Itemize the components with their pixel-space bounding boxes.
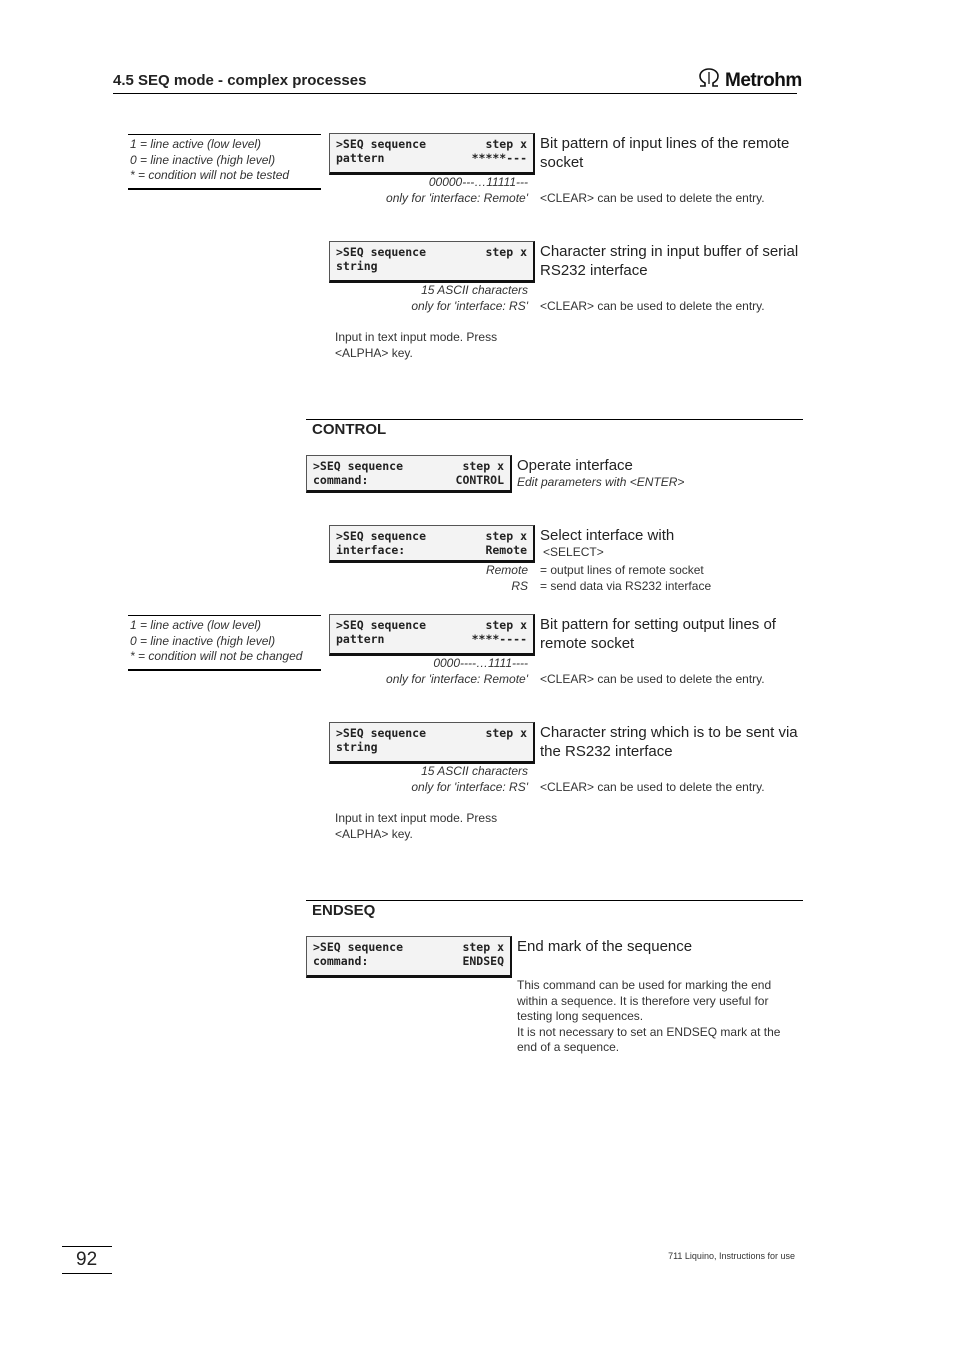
metrohm-logo (697, 68, 802, 93)
hint-line: <ALPHA> key. (335, 826, 413, 841)
note-line: 15 ASCII characters (421, 283, 528, 297)
legend-line: 1 = line active (low level) (130, 137, 262, 151)
description: Character string which is to be sent via the RS232 interface (540, 724, 798, 760)
page-number: 92 (62, 1246, 112, 1274)
lcd-display-output-string (329, 722, 535, 764)
lcd-text: step x (485, 529, 527, 543)
select-hint: <SELECT> (543, 545, 604, 559)
range-note (330, 656, 528, 687)
legend-output-pattern (128, 615, 321, 671)
option-value: = send data via RS232 interface (540, 579, 712, 593)
lcd-display-control (306, 455, 512, 493)
hint-line: Input in text input mode. Press (335, 330, 498, 344)
lcd-text: >SEQ sequence (336, 529, 427, 543)
range-note (330, 764, 528, 795)
lcd-display-input-pattern (329, 133, 535, 175)
lcd-text: >SEQ sequence (336, 137, 427, 151)
range-note (330, 175, 528, 206)
lcd-value: *****--- (471, 151, 527, 165)
legend-input-pattern (128, 134, 321, 190)
clear-hint: <CLEAR> can be used to delete the entry. (540, 299, 765, 313)
lcd-text: step x (485, 726, 527, 740)
lcd-text: interface: (336, 543, 406, 557)
description: Character string in input buffer of serial RS232 interface (540, 243, 799, 279)
range-note (330, 283, 528, 314)
lcd-text: pattern (336, 632, 385, 646)
input-mode-hint (335, 330, 535, 361)
lcd-text: >SEQ sequence (336, 726, 427, 740)
lcd-text: step x (485, 618, 527, 632)
header-rule (113, 93, 797, 94)
hint-line: Input in text input mode. Press (335, 811, 498, 825)
lcd-value: ENDSEQ (462, 954, 504, 968)
edit-hint: Edit parameters with <ENTER> (517, 475, 685, 489)
section-rule (306, 900, 803, 901)
note-line: 0000----…1111---- (433, 656, 528, 670)
lcd-text: string (336, 259, 378, 273)
note-line: only for 'interface: Remote' (386, 190, 528, 205)
lcd-text: pattern (336, 151, 385, 165)
lcd-text: >SEQ sequence (313, 940, 404, 954)
legend-line: 0 = line inactive (high level) (130, 152, 276, 167)
lcd-text: >SEQ sequence (336, 618, 427, 632)
logo-text: Metrohm (725, 69, 802, 91)
lcd-text: step x (462, 940, 504, 954)
lcd-text: step x (485, 245, 527, 259)
page-header-title: 4.5 SEQ mode - complex processes (113, 72, 367, 89)
lcd-value: CONTROL (455, 473, 504, 487)
lcd-value: ****---- (471, 632, 527, 646)
note-line: only for 'interface: RS' (411, 779, 528, 794)
clear-hint: <CLEAR> can be used to delete the entry. (540, 780, 765, 794)
body-line: end of a sequence. (517, 1040, 620, 1054)
body-line: It is not necessary to set an ENDSEQ mark at the (517, 1024, 781, 1039)
lcd-value: Remote (485, 543, 527, 557)
lcd-text: >SEQ sequence (313, 459, 404, 473)
description: Operate interface (517, 457, 633, 474)
lcd-text: command: (313, 954, 369, 968)
description: Bit pattern for setting output lines of remote socket (540, 616, 776, 652)
legend-line: 1 = line active (low level) (130, 618, 262, 632)
option-key: RS (511, 579, 528, 593)
section-title-control: CONTROL (312, 421, 387, 438)
footer-doc-title: 711 Liquino, Instructions for use (668, 1251, 795, 1261)
lcd-text: >SEQ sequence (336, 245, 427, 259)
hint-line: <ALPHA> key. (335, 345, 413, 360)
lcd-display-input-string (329, 241, 535, 283)
section-rule (306, 419, 803, 420)
lcd-display-interface (329, 525, 535, 563)
endseq-body (517, 978, 802, 1056)
legend-line: * = condition will not be tested (130, 168, 290, 182)
legend-line: * = condition will not be changed (130, 649, 303, 663)
body-line: within a sequence. It is therefore very useful for (517, 993, 769, 1008)
lcd-display-endseq (306, 936, 512, 978)
lcd-display-output-pattern (329, 614, 535, 656)
body-line: This command can be used for marking the end (517, 978, 772, 992)
lcd-text: step x (462, 459, 504, 473)
lcd-text: command: (313, 473, 369, 487)
note-line: 15 ASCII characters (421, 764, 528, 778)
note-line: only for 'interface: Remote' (386, 671, 528, 686)
input-mode-hint (335, 811, 535, 842)
description: End mark of the sequence (517, 938, 693, 955)
omega-icon (697, 68, 721, 93)
option-value: = output lines of remote socket (540, 563, 704, 577)
legend-line: 0 = line inactive (high level) (130, 633, 276, 648)
option-key: Remote (485, 563, 528, 577)
section-title-endseq: ENDSEQ (312, 902, 376, 919)
clear-hint: <CLEAR> can be used to delete the entry. (540, 672, 765, 686)
note-line: 00000---…11111--- (428, 175, 528, 189)
lcd-text: step x (485, 137, 527, 151)
description: Bit pattern of input lines of the remote socket (540, 135, 790, 171)
note-line: only for 'interface: RS' (411, 298, 528, 313)
lcd-text: string (336, 740, 378, 754)
description: Select interface with (540, 527, 675, 544)
clear-hint: <CLEAR> can be used to delete the entry. (540, 191, 765, 205)
body-line: testing long sequences. (517, 1009, 644, 1023)
